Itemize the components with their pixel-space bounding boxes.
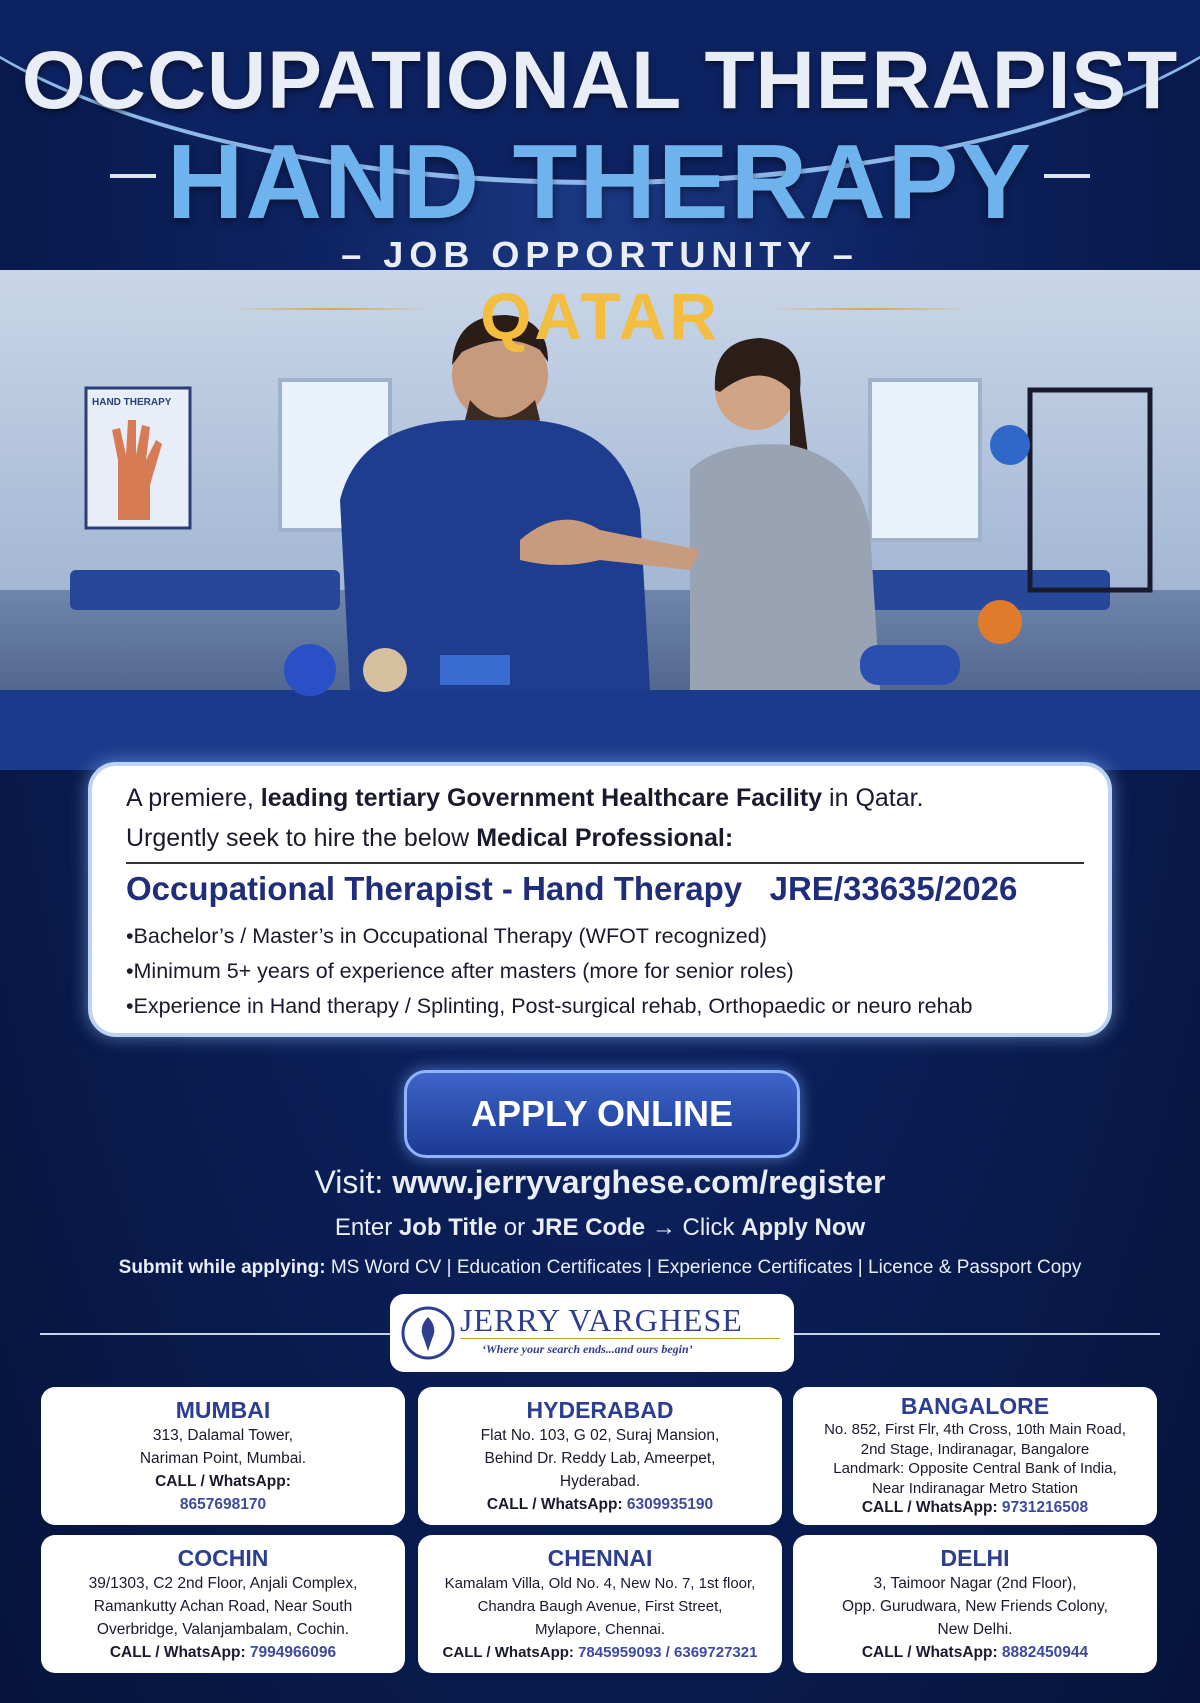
office-address: Flat No. 103, G 02, Suraj Mansion, Behind Dr. Reddy Lab, Ameerpet, Hyderabad. [480,1427,720,1490]
submit-requirements: Submit while applying: MS Word CV | Education Certificates | Experience Certificates | Licence & Passport Copy [118,1257,1082,1278]
office-card-mumbai [41,1387,405,1525]
divider-right [794,1333,1160,1335]
office-phone[interactable]: 9731216508 [1001,1499,1089,1516]
office-address: 39/1303, C2 2nd Floor, Anjali Complex, Ramankutty Achan Road, Near South Overbridge, Valanjambalam, Cochin. [88,1575,358,1638]
office-call-line: CALL / WhatsApp: 9731216508 [861,1499,1089,1516]
register-link[interactable]: www.jerryvarghese.com/register [392,1164,886,1200]
office-city: BANGALORE [900,1393,1050,1419]
company-logo [390,1294,794,1372]
office-call-label: CALL / WhatsApp: [155,1473,291,1490]
office-address: 3, Taimoor Nagar (2nd Floor), Opp. Gurudwara, New Friends Colony, New Delhi. [842,1575,1108,1638]
intro-line-1: A premiere, leading tertiary Government Healthcare Facility in Qatar. [126,784,924,812]
office-phone[interactable]: 6309935190 [626,1496,714,1513]
job-title: Occupational Therapist - Hand Therapy JRE/33635/2026 [126,870,1018,907]
gold-line-right [770,308,970,310]
apply-online-button[interactable]: APPLY ONLINE [404,1070,800,1158]
office-city: COCHIN [177,1545,269,1571]
office-phone[interactable]: 7994966096 [249,1644,337,1661]
office-card-delhi [793,1535,1157,1673]
page-subtitle: HAND THERAPY [166,123,1034,241]
office-address: Kamalam Villa, Old No. 4, New No. 7, 1st floor, Chandra Baugh Avenue, First Street, Mylapore, Chennai. [444,1575,756,1638]
office-card-chennai [418,1535,782,1673]
requirement-item: •Experience in Hand therapy / Splinting, Post-surgical rehab, Orthopaedic or neuro rehab [126,994,973,1018]
office-city: HYDERABAD [526,1397,674,1423]
office-address: 313, Dalamal Tower, Nariman Point, Mumbai. [139,1427,307,1467]
title-secondary-row [0,122,1200,241]
job-opportunity-label: – JOB OPPORTUNITY – [341,234,859,275]
poster-label: HAND THERAPY [92,397,172,408]
apply-instructions: Enter Job Title or JRE Code → Click Apply Now [334,1214,866,1241]
visit-line: Visit: www.jerryvarghese.com/register [314,1164,886,1200]
logo-name: JERRY VARGHESE [460,1302,743,1338]
office-call-line: CALL / WhatsApp: 7845959093 / 6369727321 [442,1644,758,1661]
intro-line-2: Urgently seek to hire the below Medical Professional: [126,824,734,852]
requirement-item: •Bachelor’s / Master’s in Occupational Therapy (WFOT recognized) [126,924,767,948]
office-address: No. 852, First Flr, 4th Cross, 10th Main Road, 2nd Stage, Indiranagar, Bangalore Landmark: Opposite Central Bank of India, Near Indiranagar Metro Station [824,1421,1126,1497]
office-call-line: CALL / WhatsApp: 8882450944 [861,1644,1089,1661]
office-card-hyderabad [418,1387,782,1525]
office-card-bangalore [793,1387,1157,1525]
location-label: QATAR [480,279,720,353]
location-row [0,278,1200,353]
office-call-line: CALL / WhatsApp: 7994966096 [109,1644,337,1661]
office-call-line: CALL / WhatsApp: 6309935190 [486,1496,714,1513]
card-divider [126,862,1084,864]
office-phone[interactable]: 8657698170 [179,1496,267,1513]
divider-left [40,1333,390,1335]
office-city: CHENNAI [547,1545,653,1571]
requirement-item: •Minimum 5+ years of experience after masters (more for senior roles) [126,959,794,983]
job-details-card [88,762,1112,1037]
office-card-cochin [41,1535,405,1673]
office-phone[interactable]: 7845959093 / 6369727321 [578,1644,758,1661]
job-code: JRE/33635/2026 [769,870,1018,907]
office-city: DELHI [940,1545,1010,1571]
logo-rule [460,1338,780,1339]
logo-emblem-icon [400,1305,456,1361]
office-phone[interactable]: 8882450944 [1001,1644,1089,1661]
dash-right [1044,174,1090,178]
logo-tagline: ‘Where your search ends...and ours begin’ [482,1342,693,1356]
page-title: OCCUPATIONAL THERAPIST [21,35,1179,126]
office-city: MUMBAI [175,1397,271,1423]
